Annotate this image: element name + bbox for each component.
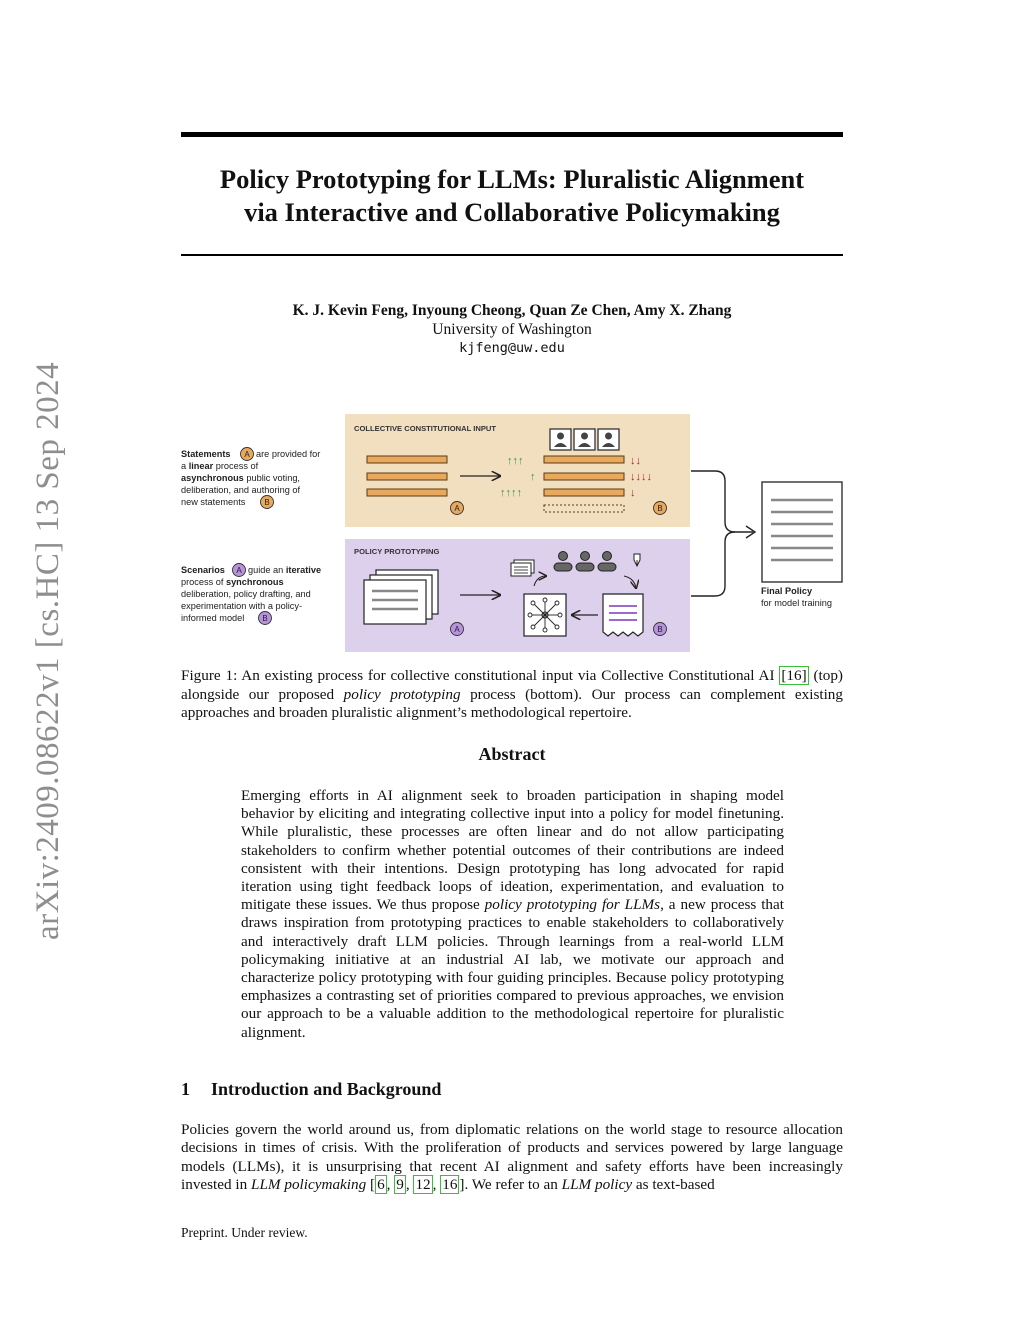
policy-draft-icon (603, 594, 643, 636)
section-title: Introduction and Background (211, 1079, 442, 1099)
final-policy-sublabel: for model training (761, 598, 832, 608)
final-policy-document (762, 482, 842, 582)
svg-text:asynchronous public voting,: asynchronous public voting, (181, 473, 300, 483)
svg-text:↓: ↓ (630, 487, 636, 499)
svg-text:deliberation, policy drafting,: deliberation, policy drafting, and (181, 589, 311, 599)
statement-bars-left (367, 456, 447, 496)
svg-text:A: A (236, 566, 242, 575)
svg-text:guide an iterative: guide an iterative (248, 565, 322, 575)
merge-bracket (691, 471, 753, 596)
small-docs-icon (511, 560, 534, 576)
abstract-heading: Abstract (478, 744, 546, 764)
svg-text:↓↓: ↓↓ (630, 455, 641, 467)
paper-title (181, 163, 843, 229)
author-names: K. J. Kevin Feng, Inyoung Cheong, Quan Ze Chen, Amy X. Zhang (292, 302, 732, 319)
badge-a-bottom (451, 623, 464, 636)
policy-prototyping-heading: POLICY PROTOTYPING (354, 547, 440, 556)
citation-link[interactable]: 6 (377, 1176, 385, 1194)
svg-text:process of synchronous: process of synchronous (181, 577, 284, 587)
badge-b-bottom (654, 623, 667, 636)
author-email: kjfeng@uw.edu (459, 340, 565, 356)
title-line-1: Policy Prototyping for LLMs: Pluralistic Alignment (219, 164, 805, 194)
title-rule-top (181, 132, 843, 137)
svg-text:A: A (244, 450, 250, 459)
scenario-cards (364, 570, 438, 624)
svg-text:informed model: informed model (181, 613, 245, 623)
svg-text:A: A (454, 504, 460, 513)
abstract-body: Emerging efforts in AI alignment seek to broaden participation in shaping model behavior by eliciting and integrating collective input into a policy for model finetuning. While pluralistic, these processes are often linear and do not allow participating stakeholders to confirm whether potential outcomes of their contributions are indeed consistent with their intentions. Design prototyping has long advocated for rapid iteration using tight feedback loops of ideation, experimentation, and evaluation to mitigate these issues. We thus propose policy prototyping for LLMs, a new process that draws inspiration from prototyping practices to enable stakeholders to collaboratively and interactively draft LLM policies. Through learnings from a real-world LLM policymaking initiative at an industrial AI lab, we motivate our approach and characterize policy prototyping with four guiding principles. Because policy prototyping emphasizes a contrasting set of priorities compared to previous approaches, we envision our approach to be a valuable addition to the methodological repertoire for pluralistic alignment. (241, 787, 784, 1041)
figure-caption: Figure 1: An existing process for collective constitutional input via Collective Constitutional AI [16] (top) alongside our proposed policy prototyping process (bottom). Our process can complement existing approaches and broaden pluralistic alignment’s methodological repertoire. (181, 667, 843, 721)
figure-1 (178, 410, 848, 655)
preprint-footer: Preprint. Under review. (181, 1225, 308, 1240)
svg-text:↑: ↑ (530, 471, 536, 483)
intro-paragraph: Policies govern the world around us, from diplomatic relations on the world stage to resource allocation decisions in times of crisis. With the proliferation of products and services powered by large language models (LLMs), it is unsurprising that recent AI alignment and safety efforts have been increasingly invested in LLM policymaking [ 6 , 9 , 12 , 16 ]. We refer to an LLM policy as text-based (181, 1121, 843, 1194)
svg-text:A: A (454, 625, 460, 634)
affiliation: University of Washington (432, 321, 592, 338)
title-line-2: via Interactive and Collaborative Policymaking (244, 197, 780, 227)
svg-text:a linear process of: a linear process of (181, 461, 259, 471)
citation-link[interactable]: [16] (781, 667, 807, 684)
author-block (181, 301, 843, 358)
svg-text:↑↑↑↑: ↑↑↑↑ (500, 487, 522, 499)
title-rule-bottom (181, 254, 843, 256)
svg-text:Statements: Statements (181, 449, 231, 459)
collective-input-heading: COLLECTIVE CONSTITUTIONAL INPUT (354, 424, 497, 433)
svg-text:B: B (657, 504, 663, 513)
svg-text:B: B (657, 625, 663, 634)
citation-link[interactable]: 9 (396, 1176, 404, 1194)
svg-text:new statements: new statements (181, 497, 246, 507)
badge-b-top (654, 502, 667, 515)
svg-text:experimentation with a policy-: experimentation with a policy- (181, 601, 303, 611)
svg-text:↑↑↑: ↑↑↑ (507, 455, 524, 467)
top-description (181, 448, 320, 509)
model-network-icon (524, 594, 566, 636)
final-policy-label: Final Policy (761, 586, 813, 596)
svg-text:↓↓↓↓: ↓↓↓↓ (630, 471, 652, 483)
citation-link[interactable]: 16 (442, 1176, 458, 1194)
svg-text:B: B (262, 614, 268, 623)
svg-text:Scenarios: Scenarios (181, 565, 225, 575)
arxiv-identifier: arXiv:2409.08622v1 [cs.HC] 13 Sep 2024 (30, 361, 66, 940)
bottom-description (181, 564, 321, 625)
badge-a-top (451, 502, 464, 515)
section-number: 1 (181, 1079, 190, 1099)
people-icons-top (550, 429, 619, 450)
section-heading (181, 1079, 441, 1100)
citation-link[interactable]: 12 (415, 1176, 431, 1194)
svg-text:B: B (264, 498, 270, 507)
svg-text:are provided for: are provided for (256, 449, 321, 459)
svg-text:deliberation, and authoring of: deliberation, and authoring of (181, 485, 301, 495)
